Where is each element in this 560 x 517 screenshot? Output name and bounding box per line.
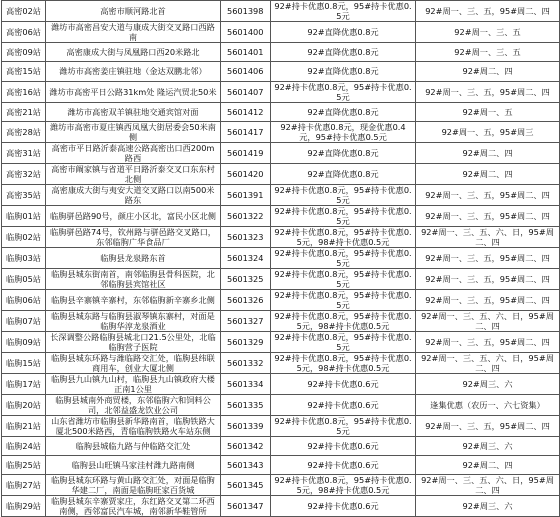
station-code-cell: 5601343 — [221, 456, 271, 475]
station-code-cell: 5601401 — [221, 43, 271, 62]
station-code-cell: 5601412 — [221, 102, 271, 121]
discount-days-cell: 92#周三、六 — [416, 373, 560, 394]
table-row — [2, 102, 560, 121]
table-row — [2, 394, 560, 415]
table-row — [2, 268, 560, 289]
station-name-cell: 高密28站 — [2, 121, 46, 142]
station-address-cell: 高密市阚家镇与省道平日路沂泰交叉口东东村北侧 — [46, 163, 221, 184]
table-row — [2, 373, 560, 394]
station-name-cell: 高密09站 — [2, 43, 46, 62]
discount-cell: 92#直降优惠0.8元 — [271, 163, 416, 184]
station-address-cell: 潍坊市高密双羊镇驻地交通宾馆对面 — [46, 102, 221, 121]
station-discount-table — [1, 0, 560, 517]
station-code-cell: 5601323 — [221, 226, 271, 247]
station-name-cell: 临朐03站 — [2, 247, 46, 268]
discount-days-cell: 92#周一、三、五、六、日，95#周二、四 — [416, 310, 560, 331]
table-row — [2, 1, 560, 22]
discount-cell: 92#直降优惠0.8元 — [271, 43, 416, 62]
table-row — [2, 43, 560, 62]
table-row — [2, 436, 560, 455]
discount-days-cell: 92#周一、三、五，95#周二、四 — [416, 1, 560, 22]
discount-days-cell: 92#周二、四 — [416, 62, 560, 81]
station-name-cell: 临朐15站 — [2, 352, 46, 373]
discount-days-cell: 92#周一、三、五，95#周二、四 — [416, 331, 560, 352]
station-address-cell: 高密市顺河路北首 — [46, 1, 221, 22]
discount-cell: 92#持卡优惠0.6元 — [271, 436, 416, 455]
discount-days-cell: 92#周三、六 — [416, 436, 560, 455]
station-code-cell: 5601345 — [221, 475, 271, 496]
discount-days-cell: 92#周二、四 — [416, 142, 560, 163]
discount-days-cell: 92#周一、三、五，95#周二、四 — [416, 289, 560, 310]
station-name-cell: 临朐20站 — [2, 394, 46, 415]
discount-days-cell: 92#周一、三、五 — [416, 43, 560, 62]
table-row — [2, 475, 560, 496]
station-code-cell: 5601327 — [221, 310, 271, 331]
discount-cell: 92#持卡优惠0.8元，95#持卡优惠0.5元 — [271, 289, 416, 310]
station-name-cell: 临朐06站 — [2, 289, 46, 310]
discount-days-cell: 92#周一、三、五、六、日，95#周二、四 — [416, 475, 560, 496]
station-code-cell: 5601335 — [221, 394, 271, 415]
station-code-cell: 5601417 — [221, 121, 271, 142]
table-row — [2, 121, 560, 142]
table-row — [2, 226, 560, 247]
station-name-cell: 临朐21站 — [2, 415, 46, 436]
station-name-cell: 高密31站 — [2, 142, 46, 163]
station-name-cell: 临朐05站 — [2, 268, 46, 289]
discount-days-cell: 92#周一、五 — [416, 102, 560, 121]
station-address-cell: 临朐县城临九路与仲临路交汇处 — [46, 436, 221, 455]
station-address-cell: 长深调整公路临朐县城北口21.5公里处，北临临朐营子医院 — [46, 331, 221, 352]
discount-cell: 92#持卡优惠0.8元，95#持卡优惠0.5元 — [271, 268, 416, 289]
station-name-cell: 高密21站 — [2, 102, 46, 121]
station-code-cell: 5601324 — [221, 247, 271, 268]
station-name-cell: 临朐17站 — [2, 373, 46, 394]
station-code-cell: 5601334 — [221, 373, 271, 394]
table-row — [2, 205, 560, 226]
station-name-cell: 高密02站 — [2, 1, 46, 22]
discount-days-cell: 逢集优惠（农历一、六七资集） — [416, 394, 560, 415]
discount-cell: 92#直降优惠0.8元 — [271, 102, 416, 121]
station-name-cell: 临朐29站 — [2, 496, 46, 517]
discount-days-cell: 92#周一、三、五，95#周二、四 — [416, 268, 560, 289]
discount-days-cell: 92#周二、四 — [416, 163, 560, 184]
station-code-cell: 5601332 — [221, 352, 271, 373]
discount-cell: 92#持卡优惠0.8元，95#持卡优惠0.5元 — [271, 81, 416, 102]
station-code-cell: 5601325 — [221, 268, 271, 289]
table-row — [2, 456, 560, 475]
table-row — [2, 289, 560, 310]
discount-cell: 92#直降优惠0.8元 — [271, 22, 416, 43]
station-code-cell: 5601322 — [221, 205, 271, 226]
table-row — [2, 415, 560, 436]
discount-days-cell: 92#周一、五，95#周三 — [416, 121, 560, 142]
station-code-cell: 5601339 — [221, 415, 271, 436]
discount-days-cell: 92#周二、四 — [416, 456, 560, 475]
discount-cell: 92#持卡优惠0.8元，95#持卡优惠0.5元，98#持卡优惠0.5元 — [271, 310, 416, 331]
table-row — [2, 247, 560, 268]
station-address-cell: 潍坊市高密昌安大道与康成大街交叉路口西路南 — [46, 22, 221, 43]
station-code-cell: 5601407 — [221, 81, 271, 102]
station-address-cell: 临朐县辛寨镇辛寨村，东邻临朐新辛寨乡北侧 — [46, 289, 221, 310]
station-address-cell: 潍坊市高密平日公路31km处 隆运汽贸北50米 — [46, 81, 221, 102]
table-row — [2, 22, 560, 43]
station-address-cell: 临朐县山旺镇马家洼村潍九路南侧 — [46, 456, 221, 475]
discount-cell: 92#持卡优惠0.8元，95#持卡优惠0.5元 — [271, 184, 416, 205]
station-address-cell: 临朐县九山镇九山村，临朐县九山镇政府大楼正南1公里 — [46, 373, 221, 394]
table-body — [2, 1, 560, 517]
table-row — [2, 142, 560, 163]
station-address-cell: 临朐骈邑路74号，钦州路与骈邑路交叉路口，东邻临朐广华食品厂 — [46, 226, 221, 247]
station-address-cell: 潍坊市高密姜庄镇驻地（金达双鹏北邻） — [46, 62, 221, 81]
station-address-cell: 临朐县城东环路与潍临路交汇处，临朐县纬联商用车，创业大厦北侧 — [46, 352, 221, 373]
station-name-cell: 临朐07站 — [2, 310, 46, 331]
discount-days-cell: 92#周一、三、五，95#周二、四 — [416, 184, 560, 205]
station-code-cell: 5601398 — [221, 1, 271, 22]
station-name-cell: 高密16站 — [2, 81, 46, 102]
station-name-cell: 临朐02站 — [2, 226, 46, 247]
discount-days-cell: 92#周一、三、五，95#周二、四 — [416, 247, 560, 268]
discount-cell: 92#持卡优惠0.8元，现金优惠0.4元，95#持卡优惠0.5元 — [271, 121, 416, 142]
station-address-cell: 高密康成大街与夷安大道交叉路口以南500米路东 — [46, 184, 221, 205]
station-code-cell: 5601400 — [221, 22, 271, 43]
table-row — [2, 163, 560, 184]
station-name-cell: 高密32站 — [2, 163, 46, 184]
station-code-cell: 5601420 — [221, 163, 271, 184]
discount-cell: 92#持卡优惠0.8元，95#持卡优惠0.5元，98#持卡优惠0.5元 — [271, 352, 416, 373]
station-address-cell: 山东省潍坊市临朐县新华路南首，临朐铁路大厦北500米路西，青临临朐铁路火车站东侧 — [46, 415, 221, 436]
table-row — [2, 184, 560, 205]
discount-cell: 92#持卡优惠0.8元，95#持卡优惠0.5元 — [271, 415, 416, 436]
station-name-cell: 临朐09站 — [2, 331, 46, 352]
station-address-cell: 潍坊市高密市夏庄镇西凤凰大街居委会50米南侧 — [46, 121, 221, 142]
discount-cell: 92#持卡优惠0.8元，95#持卡优惠0.5元 — [271, 331, 416, 352]
station-address-cell: 临朐骈邑路90号，颜庄小区北，富民小区北侧 — [46, 205, 221, 226]
discount-days-cell: 92#周一、三、五、六、日，95#周二、四 — [416, 226, 560, 247]
station-name-cell: 高密15站 — [2, 62, 46, 81]
discount-cell: 92#直降优惠0.8元 — [271, 62, 416, 81]
discount-cell: 92#持卡优惠0.8元，95#持卡优惠0.5元 — [271, 1, 416, 22]
station-code-cell: 5601391 — [221, 184, 271, 205]
table-row — [2, 62, 560, 81]
station-code-cell: 5601326 — [221, 289, 271, 310]
station-address-cell: 临朐县城东路与临朐县淑琴镇东寨村，对面是临朐华淳龙泉酒业 — [46, 310, 221, 331]
discount-cell: 92#持卡优惠0.8元，95#持卡优惠0.5元，98#持卡优惠0.5元 — [271, 475, 416, 496]
station-code-cell: 5601419 — [221, 142, 271, 163]
discount-cell: 92#持卡优惠0.6元 — [271, 496, 416, 517]
station-address-cell: 高密康成大街与凤凰路口西20米路北 — [46, 43, 221, 62]
discount-cell: 92#持卡优惠0.6元 — [271, 456, 416, 475]
station-name-cell: 高密06站 — [2, 22, 46, 43]
discount-days-cell: 92#周一、三、五，95#周二、四 — [416, 81, 560, 102]
discount-days-cell: 92#周三、六 — [416, 496, 560, 517]
station-name-cell: 临朐25站 — [2, 456, 46, 475]
station-address-cell: 临朐县城南外商贸楼，东邻临朐六和饲料公司，北邻益盛龙饮业公司 — [46, 394, 221, 415]
discount-cell: 92#持卡优惠0.8元，95#持卡优惠0.5元，98#持卡优惠0.5元 — [271, 226, 416, 247]
table-row — [2, 81, 560, 102]
table-row — [2, 310, 560, 331]
station-name-cell: 临朐24站 — [2, 436, 46, 455]
table-row — [2, 331, 560, 352]
discount-days-cell: 92#周一、三、五，95#周二、四 — [416, 415, 560, 436]
station-name-cell: 临朐01站 — [2, 205, 46, 226]
discount-cell: 92#直降优惠0.8元 — [271, 142, 416, 163]
station-name-cell: 高密35站 — [2, 184, 46, 205]
station-name-cell: 临朐27站 — [2, 475, 46, 496]
station-code-cell: 5601406 — [221, 62, 271, 81]
table-row — [2, 496, 560, 517]
discount-cell: 92#持卡优惠0.8元，95#持卡优惠0.5元 — [271, 247, 416, 268]
table-row — [2, 352, 560, 373]
station-address-cell: 临朐县龙泉路东首 — [46, 247, 221, 268]
discount-cell: 92#持卡优惠0.8元，95#持卡优惠0.5元 — [271, 205, 416, 226]
discount-days-cell: 92#周一、三、五 — [416, 22, 560, 43]
discount-days-cell: 92#周一、三、五，95#周二、四 — [416, 205, 560, 226]
station-address-cell: 高密市平日路沂泰高速公路高密出口西200m路西 — [46, 142, 221, 163]
station-address-cell: 临朐县城东环路与黄山路交汇处，对面是临朐华建二厂，南面是临朐旺家百货城 — [46, 475, 221, 496]
station-code-cell: 5601329 — [221, 331, 271, 352]
station-address-cell: 临朐县城东辛寨贾家庄，东红路交叉第二环西南侧，西邻富民汽车城，南邻新华鞋管所 — [46, 496, 221, 517]
discount-cell: 92#持卡优惠0.6元 — [271, 373, 416, 394]
discount-cell: 92#持卡优惠0.6元 — [271, 394, 416, 415]
station-code-cell: 5601342 — [221, 436, 271, 455]
station-code-cell: 5601347 — [221, 496, 271, 517]
discount-days-cell: 92#周一、三、五、六、日，95#周二、四 — [416, 352, 560, 373]
station-address-cell: 临朐县城东街南首，南邻临朐县骨科医院，北邻临朐县宾馆社区 — [46, 268, 221, 289]
